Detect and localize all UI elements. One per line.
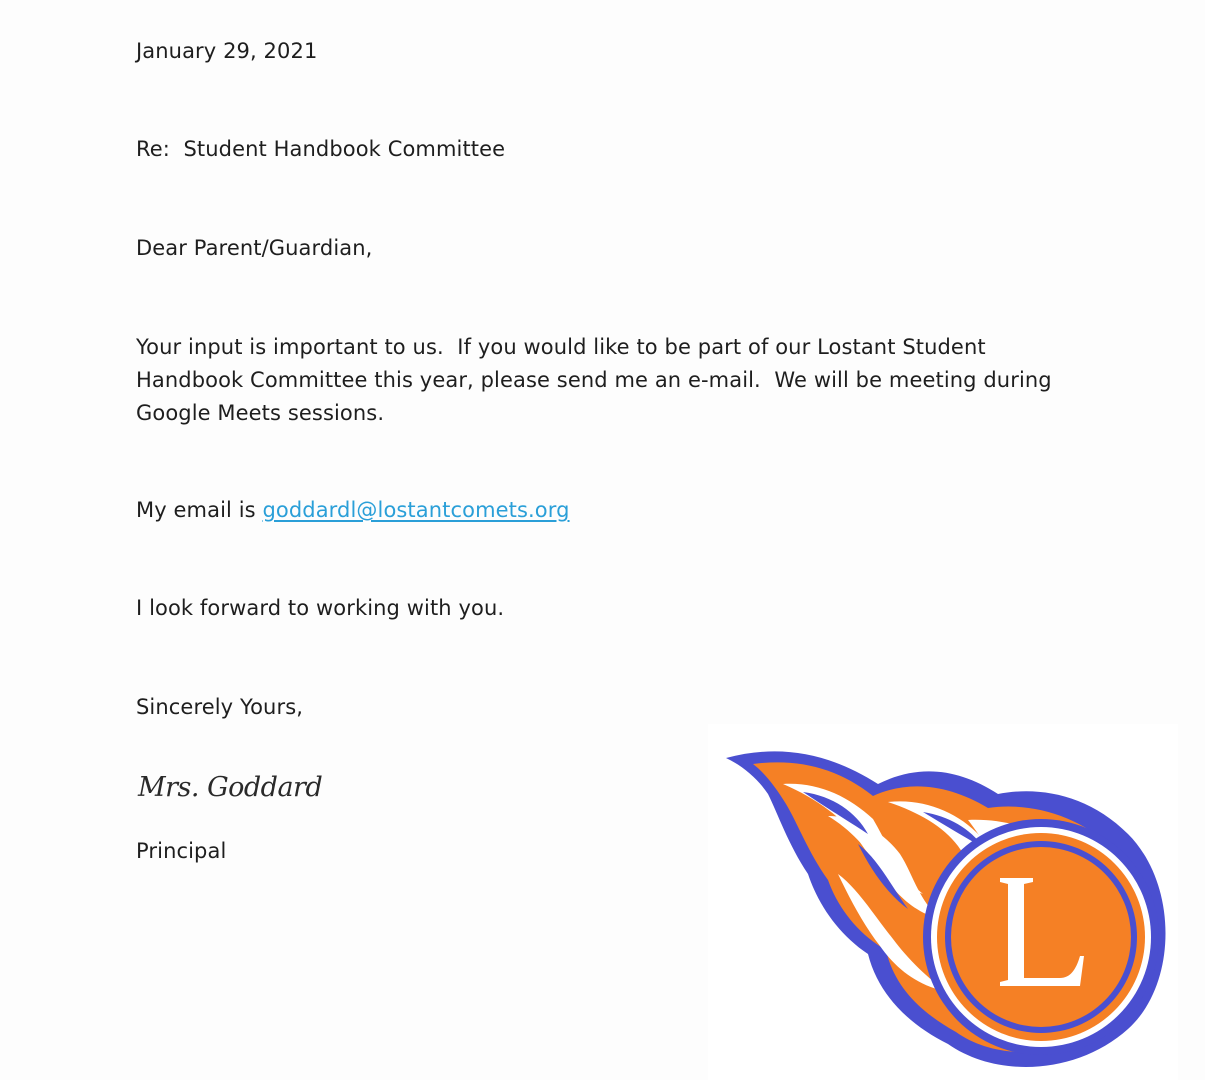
body-line-3: Google Meets sessions. <box>136 401 385 425</box>
email-link[interactable]: goddardl@lostantcomets.org <box>262 498 570 522</box>
body-line-2: Handbook Committee this year, please send me an e-mail. We will be meeting during <box>136 368 1052 392</box>
closing-remark: I look forward to working with you. <box>136 596 505 620</box>
body-line-1: Your input is important to us. If you would like to be part of our Lostant Student <box>136 335 986 359</box>
letter-date: January 29, 2021 <box>136 39 318 63</box>
body-paragraph <box>136 331 1052 430</box>
email-line <box>136 494 570 526</box>
signer-title: Principal <box>136 839 227 863</box>
subject-line: Re: Student Handbook Committee <box>136 137 506 161</box>
complimentary-close: Sincerely Yours, <box>136 695 304 719</box>
comet-logo-graphic <box>708 724 1178 1080</box>
school-comet-logo <box>708 724 1178 1080</box>
signature: Mrs. Goddard <box>138 772 323 803</box>
email-prefix: My email is <box>136 498 263 522</box>
badge-orange-core <box>951 847 1131 1027</box>
salutation: Dear Parent/Guardian, <box>136 236 373 260</box>
